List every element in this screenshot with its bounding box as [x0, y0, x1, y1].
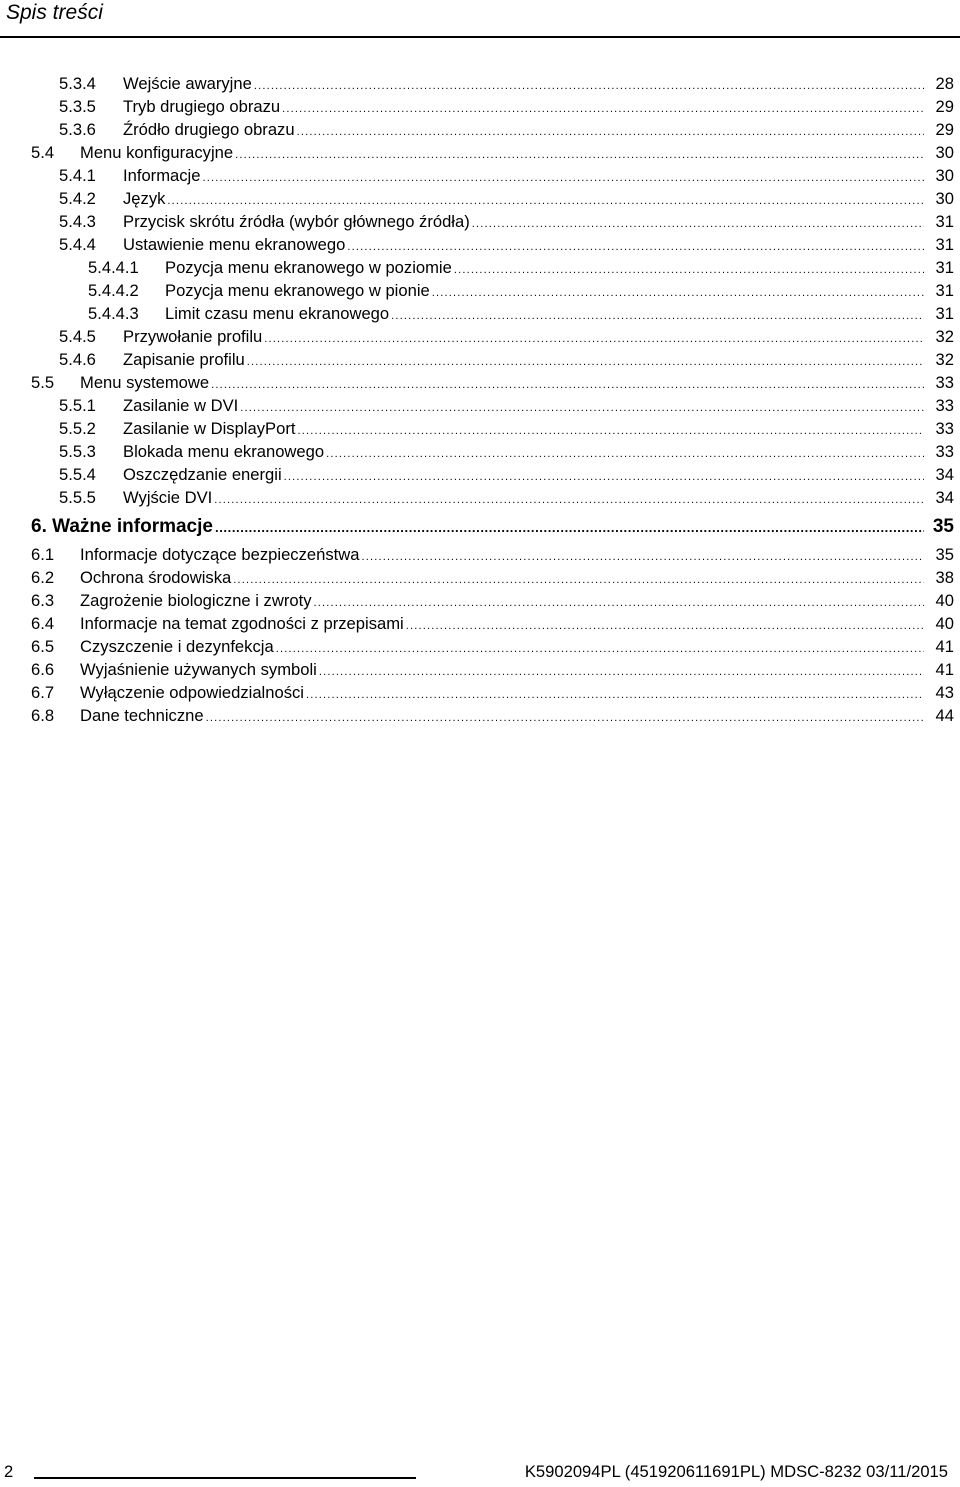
toc-entry[interactable] — [0, 164, 960, 187]
toc-entry-title: Blokada menu ekranowego — [123, 442, 325, 461]
toc-entry-page: 40 — [935, 591, 954, 610]
toc-entry-page: 31 — [935, 281, 954, 300]
toc-entry-leader — [123, 486, 924, 512]
toc-entry-number: 5.4.1 — [59, 166, 96, 185]
toc-entry-page: 44 — [935, 706, 954, 725]
toc-entry-title: Wyjście DVI — [123, 488, 213, 507]
toc-entry[interactable] — [0, 635, 960, 658]
toc-entry[interactable] — [0, 118, 960, 141]
toc-entry-title: Język — [123, 189, 166, 208]
toc-entry-number: 5.3.5 — [59, 97, 96, 116]
toc-entry-page: 33 — [935, 419, 954, 438]
toc-entry-number: 5.3.4 — [59, 74, 96, 93]
toc-entry[interactable] — [0, 463, 960, 486]
toc-entry-page: 38 — [935, 568, 954, 587]
toc-entry-page: 32 — [935, 327, 954, 346]
toc-entry-page: 41 — [935, 660, 954, 679]
toc-entry-title: Źródło drugiego obrazu — [123, 120, 295, 139]
page-footer — [0, 1460, 960, 1487]
toc-entry-page: 33 — [935, 442, 954, 461]
toc-entry-number: 6.5 — [31, 637, 55, 656]
toc-entry-number: 5.4.5 — [59, 327, 96, 346]
toc-entry-number: 5.5.3 — [59, 442, 96, 461]
toc-entry-title: Zapisanie profilu — [123, 350, 245, 369]
toc-entry[interactable] — [0, 566, 960, 589]
toc-entry[interactable] — [0, 279, 960, 302]
toc-entry[interactable] — [0, 440, 960, 463]
toc-entry-leader — [31, 514, 924, 541]
toc-entry-number: 5.3.6 — [59, 120, 96, 139]
toc-dot-leader — [206, 707, 924, 730]
toc-entry-page: 29 — [935, 97, 954, 116]
toc-entry-page: 34 — [935, 488, 954, 507]
toc-entry[interactable] — [0, 325, 960, 348]
toc-entry-number: 5.5.2 — [59, 419, 96, 438]
toc-entry[interactable] — [0, 371, 960, 394]
toc-entry-number: 5.4.3 — [59, 212, 96, 231]
toc-entry-page: 32 — [935, 350, 954, 369]
toc-entry-title: Przycisk skrótu źródła (wybór głównego źródła) — [123, 212, 470, 231]
toc-entry-title: Czyszczenie i dezynfekcja — [80, 637, 274, 656]
toc-entry[interactable] — [0, 704, 960, 727]
toc-entry-title: Pozycja menu ekranowego w poziomie — [165, 258, 452, 277]
toc-entry-page: 34 — [935, 465, 954, 484]
toc-entry-title: Przywołanie profilu — [123, 327, 263, 346]
footer-document-id: K5902094PL (451920611691PL) MDSC-8232 03/11/2015 — [524, 1462, 948, 1481]
toc-entry-number: 5.4.4 — [59, 235, 96, 254]
toc-entry-title: Tryb drugiego obrazu — [123, 97, 281, 116]
toc-entry-title: Menu konfiguracyjne — [80, 143, 234, 162]
toc-entry[interactable] — [0, 681, 960, 704]
toc-entry-number: 6.2 — [31, 568, 55, 587]
toc-entry-page: 35 — [935, 545, 954, 564]
toc-entry-title: Wyjaśnienie używanych symboli — [80, 660, 317, 679]
toc-entry-page: 29 — [935, 120, 954, 139]
toc-entry-title-text: Ważne informacje — [52, 516, 213, 537]
toc-entry-title: Zasilanie w DVI — [123, 396, 239, 415]
toc-entry-title: Pozycja menu ekranowego w pionie — [165, 281, 430, 300]
toc-entry-number: 6.6 — [31, 660, 55, 679]
toc-entry[interactable] — [0, 72, 960, 95]
page-title: Spis treści — [6, 1, 103, 24]
toc-entry-page: 30 — [935, 166, 954, 185]
toc-entry-page: 35 — [932, 516, 954, 537]
toc-entry[interactable] — [0, 417, 960, 440]
toc-entry-page: 31 — [935, 258, 954, 277]
toc-entry-title: Ustawienie menu ekranowego — [123, 235, 346, 254]
toc-entry-number: 5.5.4 — [59, 465, 96, 484]
toc-entry-number: 6. — [31, 516, 47, 537]
toc-entry[interactable] — [0, 589, 960, 612]
toc-entry[interactable] — [0, 302, 960, 325]
toc-entry[interactable] — [0, 141, 960, 164]
toc-entry-title: Wyłączenie odpowiedzialności — [80, 683, 304, 702]
toc-entry-title: Informacje — [123, 166, 201, 185]
footer-divider — [34, 1477, 416, 1479]
toc-entry-page: 31 — [935, 235, 954, 254]
toc-entry[interactable] — [0, 233, 960, 256]
toc-entry-number: 6.1 — [31, 545, 55, 564]
toc-entry[interactable] — [0, 514, 960, 540]
footer-page-number: 2 — [4, 1462, 14, 1481]
toc-entry[interactable] — [0, 394, 960, 417]
toc-entry-page: 31 — [935, 304, 954, 323]
toc-entry-title: Zagrożenie biologiczne i zwroty — [80, 591, 312, 610]
toc-entry-page: 28 — [935, 74, 954, 93]
toc-entry-title: Ochrona środowiska — [80, 568, 232, 587]
toc-entry-page: 30 — [935, 189, 954, 208]
toc-entry-leader — [80, 704, 924, 730]
toc-entry-number: 5.5.1 — [59, 396, 96, 415]
toc-entry-title: Informacje dotyczące bezpieczeństwa — [80, 545, 360, 564]
toc-entry-number: 6.3 — [31, 591, 55, 610]
toc-entry[interactable] — [0, 256, 960, 279]
toc-entry-title: Dane techniczne — [80, 706, 204, 725]
toc-entry-title: Informacje na temat zgodności z przepisami — [80, 614, 404, 633]
toc-entry-number: 6.8 — [31, 706, 55, 725]
toc-entry-number: 5.4 — [31, 143, 55, 162]
toc-entry[interactable] — [0, 612, 960, 635]
toc-entry-number: 5.4.6 — [59, 350, 96, 369]
toc-entry-page: 33 — [935, 396, 954, 415]
toc-entry-title: Wejście awaryjne — [123, 74, 252, 93]
toc-entry-page: 30 — [935, 143, 954, 162]
toc-entry-page: 31 — [935, 212, 954, 231]
page-header — [0, 0, 960, 38]
toc-entry[interactable] — [0, 210, 960, 233]
toc-entry[interactable] — [0, 348, 960, 371]
toc-entry[interactable] — [0, 187, 960, 210]
toc-entry-number: 5.4.4.1 — [88, 258, 139, 277]
toc-entry-number: 5.4.4.2 — [88, 281, 139, 300]
toc-entry-number: 5.4.4.3 — [88, 304, 139, 323]
toc-entry-title: Limit czasu menu ekranowego — [165, 304, 390, 323]
header-divider — [0, 36, 960, 38]
toc-entry-number: 5.5 — [31, 373, 55, 392]
toc-dot-leader — [214, 489, 924, 512]
toc-entry-number: 6.7 — [31, 683, 55, 702]
toc-entry-page: 43 — [935, 683, 954, 702]
toc-entry[interactable] — [0, 95, 960, 118]
toc-entry-page: 41 — [935, 637, 954, 656]
toc-entry-title — [31, 514, 215, 540]
toc-entry-number: 5.5.5 — [59, 488, 96, 507]
toc-entry[interactable] — [0, 486, 960, 509]
toc-entry-title: Zasilanie w DisplayPort — [123, 419, 296, 438]
toc-entry-number: 5.4.2 — [59, 189, 96, 208]
toc-entry[interactable] — [0, 658, 960, 681]
toc-entry[interactable] — [0, 543, 960, 566]
toc-entry-title: Oszczędzanie energii — [123, 465, 282, 484]
toc-entry-title: Menu systemowe — [80, 373, 210, 392]
toc-entry-page: 33 — [935, 373, 954, 392]
toc-entry-number: 6.4 — [31, 614, 55, 633]
toc-dot-leader — [215, 515, 924, 541]
toc-entry-page: 40 — [935, 614, 954, 633]
